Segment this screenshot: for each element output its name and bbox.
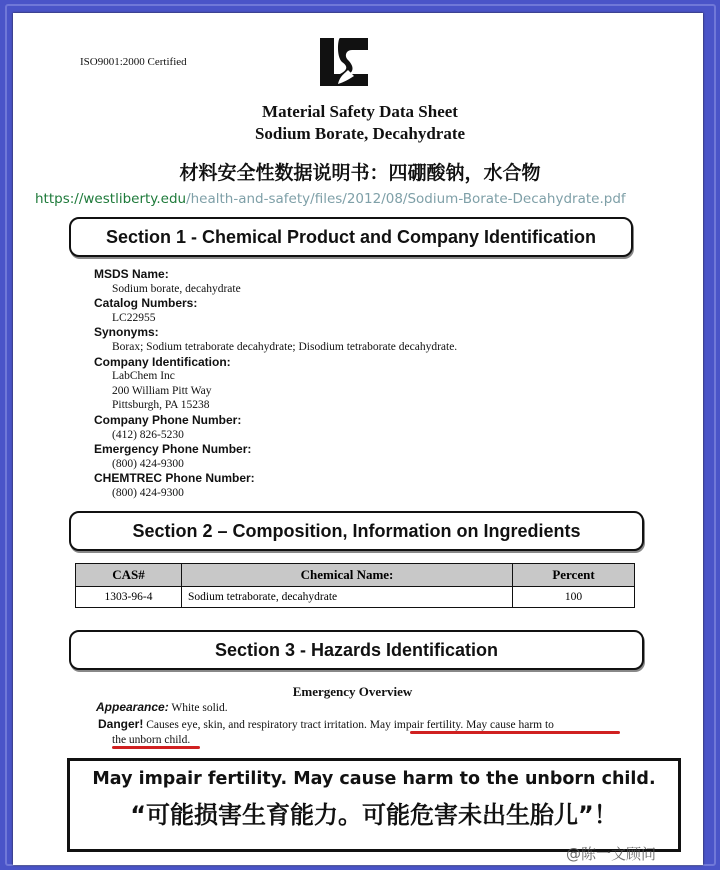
section2-heading: Section 2 – Composition, Information on Ingredients (69, 511, 644, 551)
field-label: Emergency Phone Number: (94, 442, 252, 457)
column-header-cas: CAS# (76, 564, 182, 587)
warning-callout (67, 758, 681, 852)
callout-english: May impair fertility. May cause harm to the unborn child. (92, 769, 656, 789)
field-value: Borax; Sodium tetraborate decahydrate; Disodium tetraborate decahydrate. (112, 340, 458, 353)
appearance-value: White solid. (171, 702, 228, 714)
composition-table (75, 563, 635, 608)
danger-label: Danger! (98, 716, 144, 731)
danger-text: Causes eye, skin, and respiratory tract irritation. (146, 718, 367, 731)
field-value: LC22955 (112, 311, 156, 324)
red-underline-2 (112, 746, 200, 749)
field-label: MSDS Name: (94, 267, 169, 281)
field-value: (800) 424-9300 (112, 457, 184, 470)
chinese-title: 材料安全性数据说明书：四硼酸钠，水合物 (179, 162, 541, 184)
section3-heading: Section 3 - Hazards Identification (69, 630, 644, 670)
source-url[interactable] (35, 191, 626, 207)
field-value: (800) 424-9300 (112, 486, 184, 499)
document-subtitle: Sodium Borate, Decahydrate (254, 124, 466, 143)
red-underline-1 (410, 731, 620, 734)
field-value: (412) 826-5230 (112, 428, 184, 441)
field-value: Sodium borate, decahydrate (112, 282, 241, 295)
field-label: Catalog Numbers: (94, 296, 198, 311)
field-value: Pittsburgh, PA 15238 (112, 399, 210, 412)
iso-certification: ISO9001:2000 Certified (80, 56, 187, 68)
field-label: CHEMTREC Phone Number: (94, 471, 255, 486)
cell-percent: 100 (513, 587, 635, 608)
column-header-chemical-name: Chemical Name: (182, 564, 513, 587)
field-label: Company Identification: (94, 354, 231, 369)
url-path[interactable]: /health-and-safety/files/2012/08/Sodium-Borate-Decahydrate.pdf (186, 191, 626, 207)
cell-cas: 1303-96-4 (76, 587, 182, 608)
appearance-label: Appearance: (96, 700, 169, 714)
table-header-row (76, 564, 635, 587)
hazard-text (96, 700, 554, 749)
url-domain[interactable]: https://westliberty.edu (35, 191, 187, 207)
section1-heading: Section 1 - Chemical Product and Company Identification (69, 217, 633, 257)
field-value: 200 William Pitt Way (112, 384, 212, 397)
document-title: Material Safety Data Sheet (262, 102, 458, 121)
emergency-overview-title: Emergency Overview (292, 684, 413, 699)
danger-highlight-1: May impair fertility. May cause harm to (369, 718, 554, 731)
cell-chemical-name: Sodium tetraborate, decahydrate (182, 587, 513, 608)
watermark: @陈一文顾问 (566, 845, 657, 863)
table-row (76, 587, 635, 608)
column-header-percent: Percent (513, 564, 635, 587)
danger-highlight-2: the unborn child. (112, 734, 191, 746)
field-label: Company Phone Number: (94, 412, 242, 427)
field-label: Synonyms: (94, 325, 159, 340)
labchem-logo-icon (318, 36, 370, 88)
field-value: LabChem Inc (112, 370, 175, 383)
section1-fields (94, 267, 457, 501)
callout-chinese: “可能损害生育能力。可能危害未出生胎儿”！ (130, 801, 618, 829)
